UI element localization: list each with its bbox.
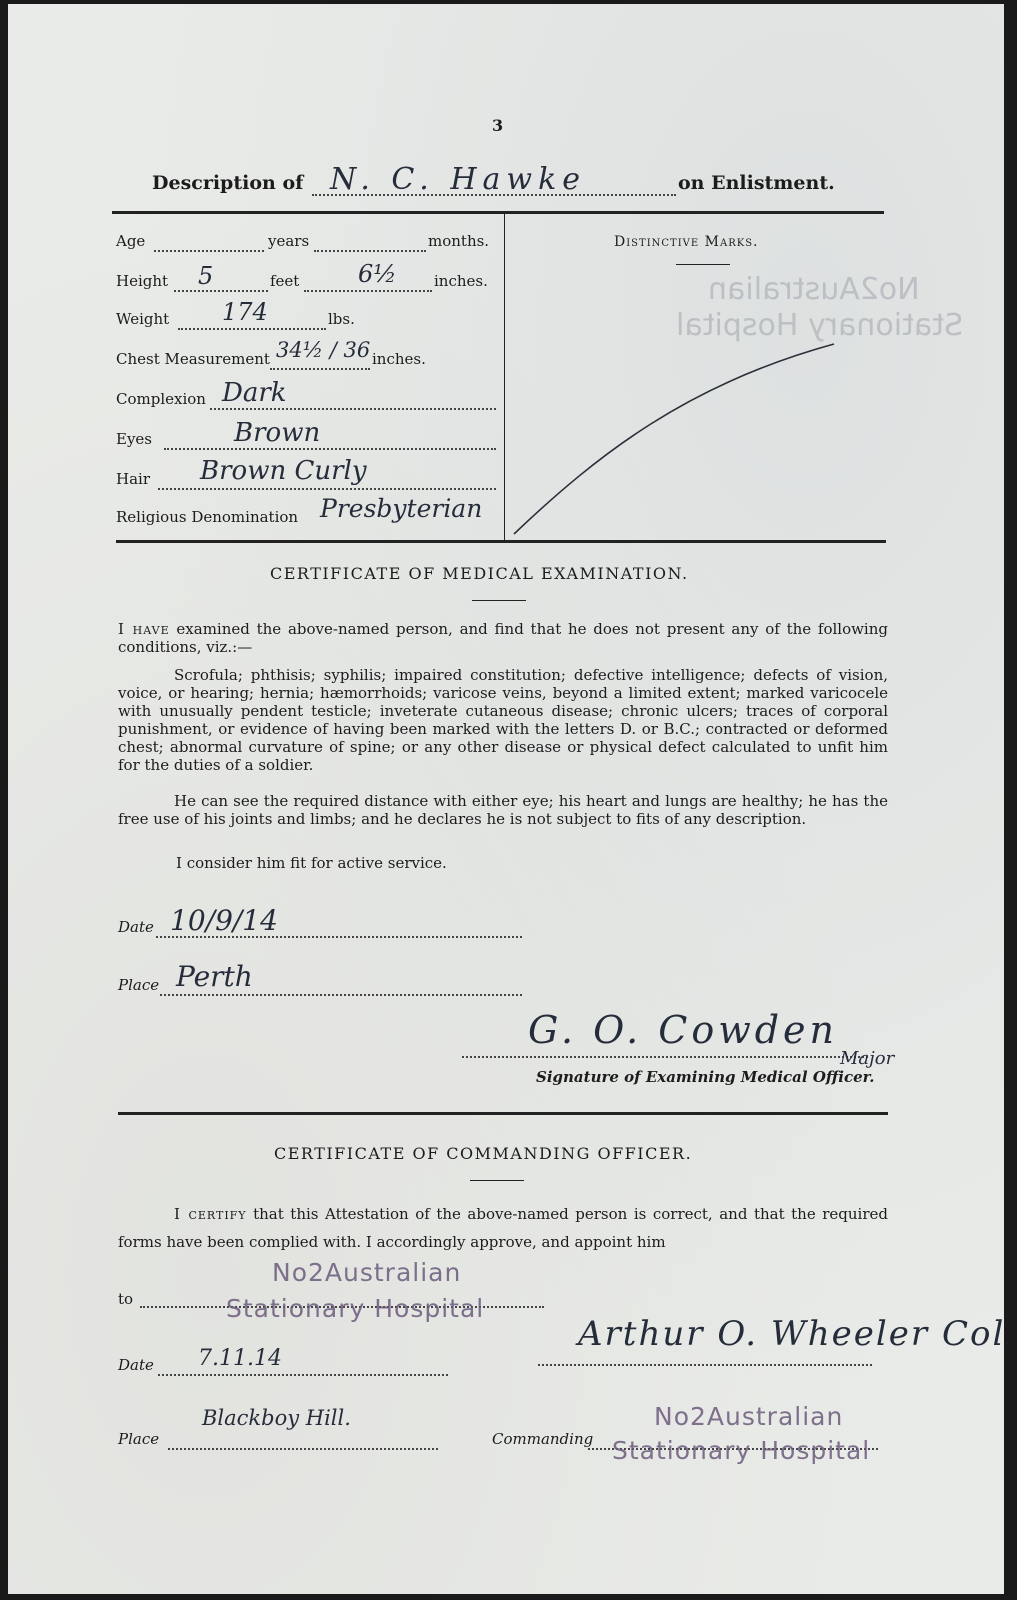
bleed-through-stamp-line2: Stationary Hospital (676, 308, 964, 343)
height-feet-value: 5 (198, 262, 214, 290)
medical-certificate-title: CERTIFICATE OF MEDICAL EXAMINATION. (270, 564, 689, 583)
commanding-officer-signature: Arthur O. Wheeler Col (578, 1314, 1006, 1354)
page-number: 3 (492, 116, 504, 135)
commanding-para: I certify that this Attestation of the above-named person is correct, and that the required forms have been complied with. I accordingly approve, and appoint him (118, 1205, 888, 1251)
on-enlistment-label: on Enlistment. (678, 172, 835, 194)
weight-value: 174 (222, 298, 268, 326)
chest-value: 34½ / 36 (276, 338, 371, 362)
commanding-date-value: 7.11.14 (198, 1346, 282, 1371)
unit-stamp-line2: Stationary Hospital (226, 1294, 485, 1323)
commanding-certificate-title: CERTIFICATE OF COMMANDING OFFICER. (274, 1144, 693, 1163)
distinctive-marks-title: Distinctive Marks. (614, 234, 759, 250)
medical-officer-signature: G. O. Cowden (528, 1008, 839, 1052)
medical-para-fitness: He can see the required distance with either eye; his heart and lungs are healthy; he has the free use of his joints and limbs; and he declares he is not subject to fits of any description. (118, 792, 888, 828)
commanding-stamp-line2: Stationary Hospital (612, 1436, 871, 1465)
enlistee-name: N. C. Hawke (330, 162, 587, 197)
medical-signature-label: Signature of Examining Medical Officer. (536, 1068, 875, 1086)
complexion-value: Dark (222, 378, 287, 408)
medical-place-value: Perth (176, 960, 253, 993)
distinctive-marks-strike-line (508, 334, 848, 544)
unit-stamp-line1: No2Australian (272, 1258, 462, 1287)
commanding-stamp-line1: No2Australian (654, 1402, 844, 1431)
medical-para-conditions: Scrofula; phthisis; syphilis; impaired constitution; defective intelligence; defects of vision, voice, or hearing; hernia; hæmorrhoids; varicose veins, beyond a limited extent; marked varicocele with unusually pendent testicle; inveterate cutaneous disease; chronic ulcers; traces of corporal punishment, or evidence of having been marked with the letters D. or B.C.; contracted or deformed chest; abnormal curvature of spine; or any other disease or physical defect calculated to unfit him for the duties of a soldier. (118, 666, 888, 774)
eyes-value: Brown (234, 418, 321, 448)
bleed-through-stamp-line1: No2Australian (708, 272, 920, 307)
commanding-place-value: Blackboy Hill. (202, 1406, 351, 1430)
attestation-sheet: No2Australian Stationary Hospital 3 Description of N. C. Hawke on Enlistment. Age years months. Height 5 feet 6½ inches. Weight 174 lbs. Chest Measurement 34½ / 36 inches. Complexion Dark Eyes Brown Hair Brown Curly Religious Denomination Presbyterian Distinctive Marks. CERTIFICATE OF MEDICAL EXAMINATION. I have examined the above-named person, and find that he does not present any of the following conditions, viz.:— Scrofula; phthisis; syphilis; impaired constitution; defective intelligence; defects of vision, voice, or hearing; hernia; hæmorrhoids; varicose veins, beyond a limited extent; marked varicocele with unusually pendent testicle; inveterate cutaneous disease; chronic ulcers; traces of corporal punishment, or evidence of having been marked with the letters D. or B.C.; contracted or deformed chest; abnormal curvature of spine; or any other disease or physical defect calculated to unfit him for the duties of a soldier. He can see the required distance with either eye; his heart and lungs are healthy; he has the free use of his joints and limbs; and he declares he is not subject to fits of any description. I consider him fit for active service. Date 10/9/14 Place Perth G. O. Cowden Major Signature of Examining Medical Officer. CERTIFICATE OF COMMANDING OFFICER. I certify that this Attestation of the above-named person is correct, and that the required forms have been complied with. I accordingly approve, and appoint him to No2Australian Stationary Hospital Date 7.11.14 Arthur O. Wheeler Col Place Blackboy Hill. Commanding No2Australian Stationary Hospital (8, 4, 1004, 1594)
description-label: Description of (152, 172, 304, 194)
height-inches-value: 6½ (358, 260, 397, 288)
medical-date-value: 10/9/14 (170, 904, 278, 937)
medical-para-1: I have examined the above-named person, and find that he does not present any of the following conditions, viz.:— (118, 620, 888, 656)
religion-value: Presbyterian (320, 494, 483, 523)
hair-value: Brown Curly (200, 456, 367, 486)
medical-officer-rank: Major (840, 1048, 895, 1069)
medical-para-fit-for-service: I consider him fit for active service. (176, 854, 447, 872)
